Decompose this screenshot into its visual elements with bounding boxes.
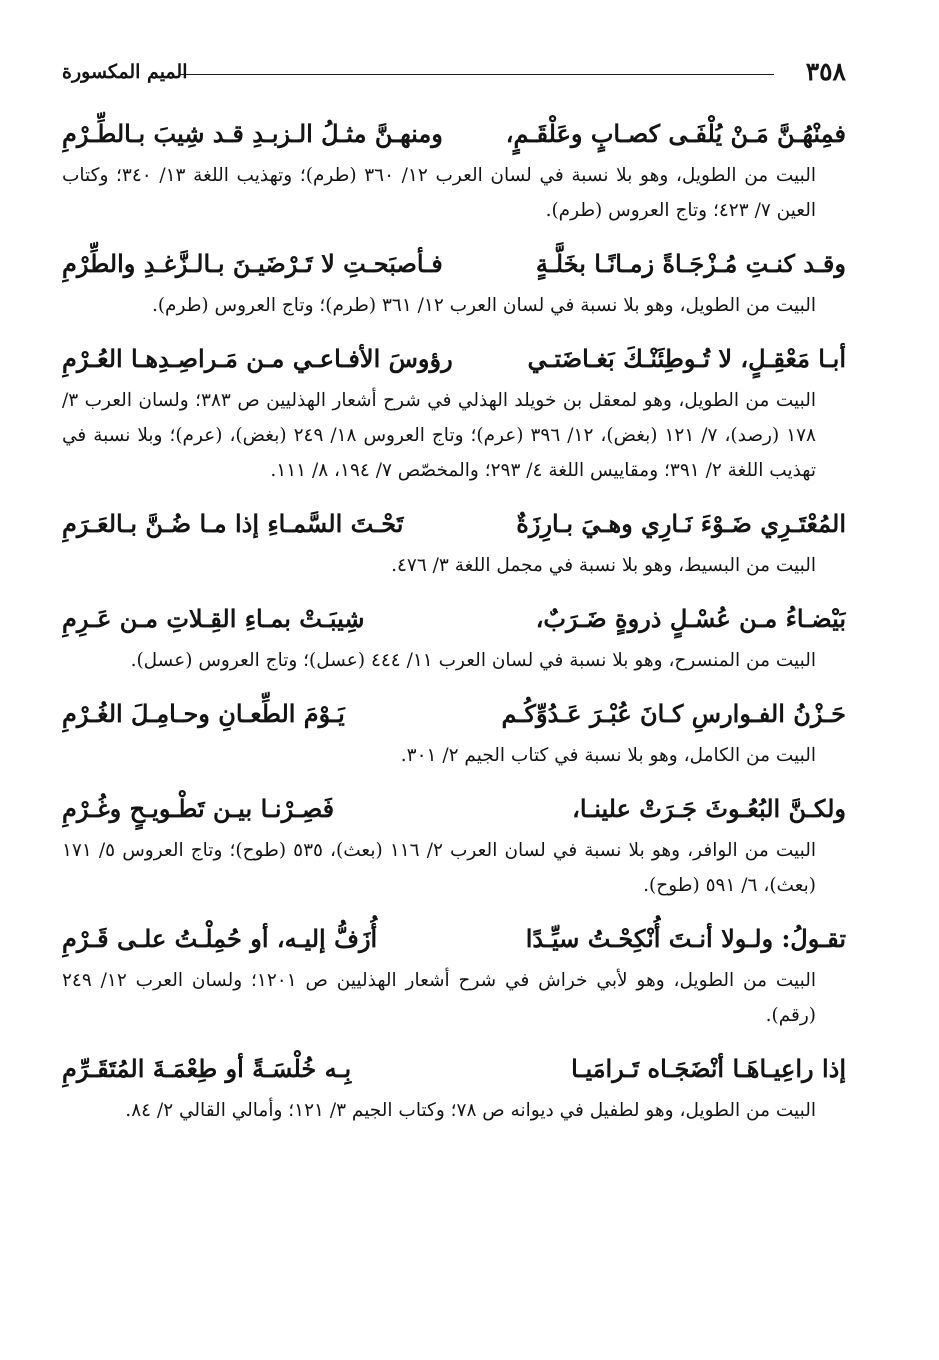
- second-hemistich: بِـه خُلْسَـةً أو طِعْمَـةَ المُتَقَـرِّمِ: [62, 1054, 352, 1083]
- verse-line: [62, 110, 846, 158]
- second-hemistich: رؤوسَ الأفـاعـي مـن مَـراصِـدِهـا العُـرْمِ: [62, 344, 453, 373]
- first-hemistich: حَـزْنُ الفـوارسِ كـانَ عُبْـرَ عَـدُوِّكُـم: [501, 699, 846, 728]
- first-hemistich: أبـا مَعْقِـلٍ، لا تُـوطِئَنْـكَ بَغـاضَتـي: [527, 344, 846, 373]
- chapter-title: الميم المكسورة: [62, 61, 188, 83]
- verse-note: البيت من الطويل، وهو بلا نسبة في لسان العرب ١٢/ ٣٦١ (طرم)؛ وتاج العروس (طرم).: [151, 295, 816, 316]
- first-hemistich: ولكـنَّ البُعُـوثَ جَـرَتْ علينـا،: [572, 794, 846, 823]
- second-hemistich: أُزَفُّ إليـه، أو حُمِلْـتُ علـى قَـرْمِ: [62, 924, 378, 953]
- page-header: [62, 52, 846, 96]
- verse-line: [62, 915, 846, 963]
- second-hemistich: شِيبَـتْ بمـاءِ القِـلاتِ مـن عَـرِمِ: [62, 604, 365, 633]
- page-number: ٣٥٨: [805, 57, 846, 86]
- verse-note: البيت من الكامل، وهو بلا نسبة في كتاب الجيم ٢/ ٣٠١.: [400, 745, 816, 766]
- verse-entry: [62, 335, 846, 488]
- verse-note: البيت من الطويل، وهو لمعقل بن خويلد الهذلي في شرح أشعار الهذليين ص ٣٨٣؛ ولسان العرب ٣/ ١٧٨ (رصد)، ٧/ ١٢١ (بغض)، ١٢/ ٣٩٦ (عرم)؛ وتاج العروس ١٨/ ٢٤٩ (بغض)، (عرم)؛ وبلا نسبة في تهذيب اللغة ٢/ ٣٩١؛ ومقاييس اللغة ٤/ ٢٩٣؛ والمخصّص ٧/ ١٩٤، ٨/ ١١١.: [62, 390, 816, 481]
- verse-entries: [62, 110, 846, 1140]
- first-hemistich: فمِنْهُـنَّ مَـنْ يُلْفَـى كصـابٍ وعَلْقَـمٍ،: [505, 119, 846, 148]
- verse-entry: [62, 500, 846, 583]
- verse-note: البيت من البسيط، وهو بلا نسبة في مجمل اللغة ٣/ ٤٧٦.: [391, 555, 816, 576]
- verse-line: [62, 785, 846, 833]
- book-page: [62, 52, 846, 1332]
- second-hemistich: فـأصبَحـتِ لا تَـرْضَيـنَ بـالـزَّغـدِ والطِّرْمِ: [62, 249, 443, 278]
- verse-line: [62, 240, 846, 288]
- header-rule: [180, 74, 774, 75]
- verse-entry: [62, 915, 846, 1033]
- verse-note: البيت من الطويل، وهو بلا نسبة في لسان العرب ١٢/ ٣٦٠ (طرم)؛ وتهذيب اللغة ١٣/ ٣٤٠؛ وكتاب العين ٧/ ٤٢٣؛ وتاج العروس (طرم).: [62, 165, 816, 221]
- verse-entry: [62, 785, 846, 903]
- verse-line: [62, 690, 846, 738]
- verse-line: [62, 500, 846, 548]
- verse-note: البيت من الطويل، وهو لأبي خراش في شرح أشعار الهذليين ص ١٢٠١؛ ولسان العرب ١٢/ ٢٤٩ (رقم).: [62, 970, 816, 1026]
- verse-line: [62, 595, 846, 643]
- verse-note: البيت من المنسرح، وهو بلا نسبة في لسان العرب ١١/ ٤٤٤ (عسل)؛ وتاج العروس (عسل).: [130, 650, 816, 671]
- first-hemistich: المُعْتَـرِي ضَـوْءَ نَـارِي وهـيَ بـارِزَةٌ: [516, 509, 846, 538]
- second-hemistich: يَـوْمَ الطِّعـانِ وحـامِـلَ الغُـرْمِ: [62, 699, 345, 728]
- first-hemistich: إذا راعِيـاهَـا أنْضَجَـاه تَـرامَيـا: [571, 1054, 846, 1083]
- verse-line: [62, 335, 846, 383]
- first-hemistich: بَيْضـاءُ مـن عُسْـلٍ ذروةٍ ضَـرَبٌ،: [535, 604, 846, 633]
- first-hemistich: تقـولُ: ولـولا أنـتَ أُنْكِحْـتُ سيِّـدًا: [525, 924, 846, 953]
- first-hemistich: وقـد كنـتِ مُـزْجَـاةً زمـانًـا بخَلَّـةٍ: [535, 249, 846, 278]
- second-hemistich: ومنهـنَّ مثـلُ الـزبـدِ قـد شِيبَ بـالطِّـرْمِ: [62, 119, 443, 148]
- second-hemistich: فَصِـرْنـا بيـن تَطْـويـحٍ وغُـرْمِ: [62, 794, 335, 823]
- verse-entry: [62, 240, 846, 323]
- verse-entry: [62, 1045, 846, 1128]
- verse-entry: [62, 690, 846, 773]
- verse-note: البيت من الوافر، وهو بلا نسبة في لسان العرب ٢/ ١١٦ (بعث)، ٥٣٥ (طوح)؛ وتاج العروس ٥/ ١٧١ (بعث)، ٦/ ٥٩١ (طوح).: [62, 840, 816, 896]
- verse-entry: [62, 595, 846, 678]
- second-hemistich: تَحْـتَ السَّمـاءِ إذا مـا ضُـنَّ بـالعَـرَمِ: [62, 509, 404, 538]
- verse-note: البيت من الطويل، وهو لطفيل في ديوانه ص ٧٨؛ وكتاب الجيم ٣/ ١٢١؛ وأمالي القالي ٢/ ٨٤.: [125, 1100, 816, 1121]
- verse-line: [62, 1045, 846, 1093]
- verse-entry: [62, 110, 846, 228]
